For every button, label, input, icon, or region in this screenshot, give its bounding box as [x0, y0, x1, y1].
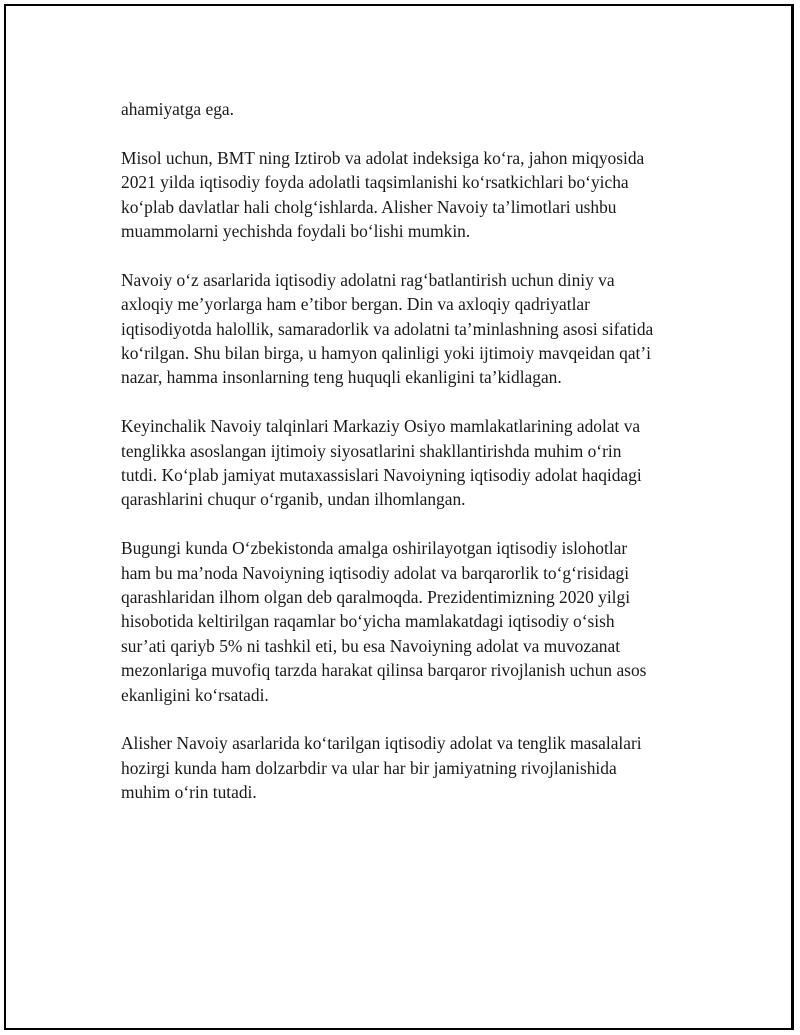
paragraph — [121, 146, 701, 244]
paragraph-line: Navoiy o‘z asarlarida iqtisodiy adolatni rag‘batlantirish uchun diniy va — [121, 269, 615, 290]
paragraph-line: sur’ati qariyb 5% ni tashkil eti, bu esa Navoiyning adolat va muvozanat — [121, 635, 621, 656]
paragraph-line: ham bu ma’noda Navoiyning iqtisodiy adolat va barqarorlik to‘g‘risidagi — [121, 562, 630, 583]
paragraph-line: nazar, hamma insonlarning teng huquqli ekanligini ta’kidlagan. — [121, 367, 562, 388]
paragraph-line: axloqiy me’yorlarga ham e’tibor bergan. Din va axloqiy qadriyatlar — [121, 294, 590, 315]
paragraph-line: iqtisodiyotda halollik, samaradorlik va adolatni ta’minlashning asosi sifatida — [121, 318, 654, 339]
document-body — [121, 97, 701, 829]
paragraph-line: ko‘plab davlatlar hali cholg‘ishlarda. Alisher Navoiy ta’limotlari ushbu — [121, 196, 617, 217]
paragraph-line: 2021 yilda iqtisodiy foyda adolatli taqsimlanishi ko‘rsatkichlari bo‘yicha — [121, 172, 629, 193]
paragraph-line: qarashlarini chuqur o‘rganib, undan ilhomlangan. — [121, 489, 466, 510]
paragraph-line: ko‘rilgan. Shu bilan birga, u hamyon qalinligi yoki ijtimoiy mavqeidan qat’i — [121, 343, 652, 364]
paragraph-line: ekanligini ko‘rsatadi. — [121, 684, 269, 705]
paragraph-line: hozirgi kunda ham dolzarbdir va ular har bir jamiyatning rivojlanishida — [121, 757, 617, 778]
paragraph — [121, 414, 701, 512]
paragraph — [121, 97, 701, 121]
paragraph-line: qarashlaridan ilhom olgan deb qaralmoqda. Prezidentimizning 2020 yilgi — [121, 587, 631, 608]
paragraph-line: Misol uchun, BMT ning Iztirob va adolat indeksiga ko‘ra, jahon miqyosida — [121, 147, 645, 168]
paragraph-line: muhim o‘rin tutadi. — [121, 782, 257, 803]
paragraph-line: Bugungi kunda O‘zbekistonda amalga oshirilayotgan iqtisodiy islohotlar — [121, 538, 628, 559]
paragraph-line: tutdi. Ko‘plab jamiyat mutaxassislari Navoiyning iqtisodiy adolat haqidagi — [121, 465, 642, 486]
paragraph — [121, 268, 701, 390]
paragraph — [121, 536, 701, 707]
paragraph-line: hisobotida keltirilgan raqamlar bo‘yicha mamlakatdagi iqtisodiy o‘sish — [121, 611, 615, 632]
paragraph-line: tenglikka asoslangan ijtimoiy siyosatlarini shakllantirishda muhim o‘rin — [121, 440, 622, 461]
paragraph-line: Alisher Navoiy asarlarida ko‘tarilgan iqtisodiy adolat va tenglik masalalari — [121, 733, 642, 754]
paragraph — [121, 731, 701, 804]
document-page — [4, 4, 794, 1030]
paragraph-line: Keyinchalik Navoiy talqinlari Markaziy Osiyo mamlakatlarining adolat va — [121, 416, 641, 437]
paragraph-line: mezonlariga muvofiq tarzda harakat qilinsa barqaror rivojlanish uchun asos — [121, 660, 647, 681]
paragraph-line: muammolarni yechishda foydali bo‘lishi mumkin. — [121, 221, 471, 242]
paragraph-line: ahamiyatga ega. — [121, 99, 234, 119]
